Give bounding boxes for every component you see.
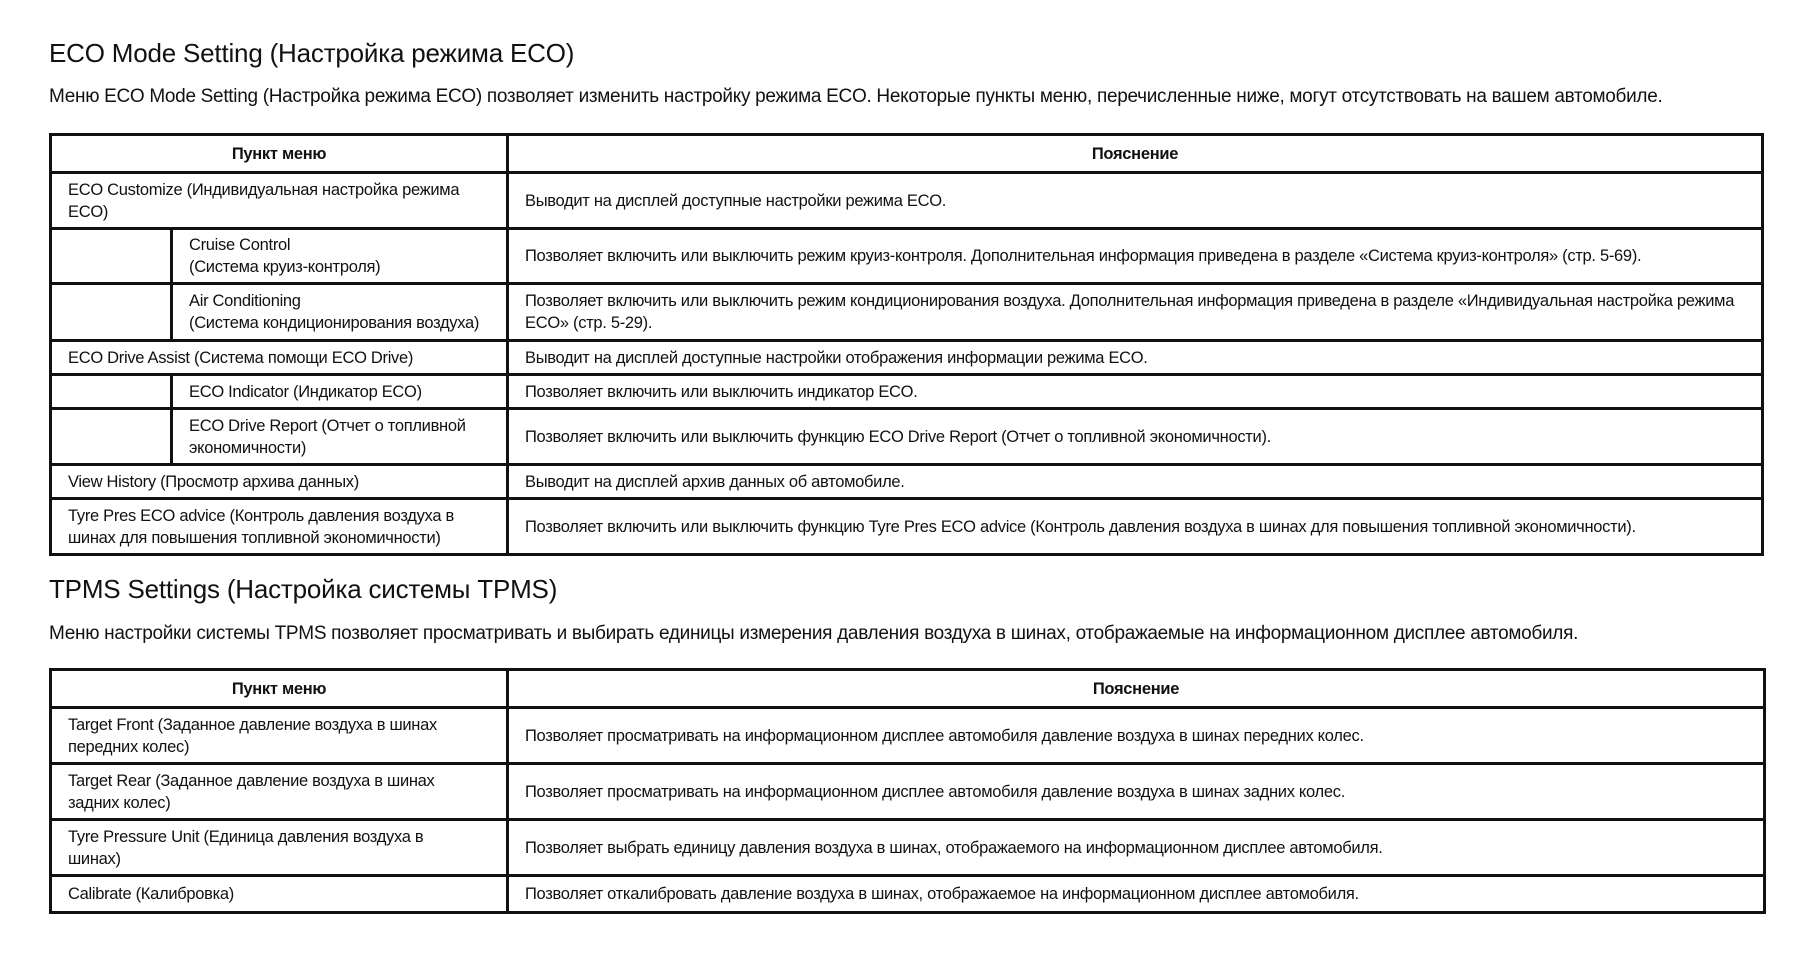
menu-item-description: Позволяет выбрать единицу давления воздуха в шинах, отображаемого на информационном дисплее автомобиля. bbox=[508, 820, 1765, 876]
menu-item-description: Позволяет включить или выключить индикатор ECO. bbox=[508, 375, 1763, 409]
menu-item-target-rear: Target Rear (Заданное давление воздуха в шинах задних колес) bbox=[51, 764, 508, 820]
indent-cell bbox=[51, 229, 172, 284]
menu-item-description: Выводит на дисплей доступные настройки отображения информации режима ECO. bbox=[508, 341, 1763, 375]
menu-item-description: Позволяет просматривать на информационном дисплее автомобиля давление воздуха в шинах задних колес. bbox=[508, 764, 1765, 820]
menu-item-description: Позволяет включить или выключить режим кондиционирования воздуха. Дополнительная информация приведена в разделе «Индивидуальная настройка режима ECO» (стр. 5-29). bbox=[508, 284, 1763, 341]
table-row bbox=[51, 409, 1763, 465]
menu-item-description: Позволяет включить или выключить режим круиз-контроля. Дополнительная информация приведена в разделе «Система круиз-контроля» (стр. 5-69). bbox=[508, 229, 1763, 284]
table-row bbox=[51, 173, 1763, 229]
item-translation: (Система кондиционирования воздуха) bbox=[189, 314, 480, 332]
menu-item-tyre-pres-eco-advice: Tyre Pres ECO advice (Контроль давления воздуха в шинах для повышения топливной экономичности) bbox=[51, 499, 508, 555]
menu-item-description: Позволяет откалибровать давление воздуха в шинах, отображаемое на информационном дисплее автомобиля. bbox=[508, 876, 1765, 913]
menu-item-description: Позволяет включить или выключить функцию Tyre Pres ECO advice (Контроль давления воздуха в шинах для повышения топливной экономичности). bbox=[508, 499, 1763, 555]
table-row bbox=[51, 876, 1765, 913]
table-row bbox=[51, 708, 1765, 764]
menu-item-target-front: Target Front (Заданное давление воздуха в шинах передних колес) bbox=[51, 708, 508, 764]
table-row bbox=[51, 820, 1765, 876]
table-row bbox=[51, 499, 1763, 555]
menu-item-air-conditioning bbox=[172, 284, 508, 341]
header-menu-item: Пункт меню bbox=[51, 135, 508, 173]
menu-item-tyre-pressure-unit: Tyre Pressure Unit (Единица давления воздуха в шинах) bbox=[51, 820, 508, 876]
eco-menu-table bbox=[49, 133, 1764, 556]
tpms-section-title: TPMS Settings (Настройка системы TPMS) bbox=[49, 574, 558, 604]
menu-item-eco-drive-assist: ECO Drive Assist (Система помощи ECO Drive) bbox=[51, 341, 508, 375]
menu-item-description: Позволяет включить или выключить функцию ECO Drive Report (Отчет о топливной экономичности). bbox=[508, 409, 1763, 465]
header-explanation: Пояснение bbox=[508, 670, 1765, 708]
menu-item-description: Позволяет просматривать на информационном дисплее автомобиля давление воздуха в шинах передних колес. bbox=[508, 708, 1765, 764]
item-name: Air Conditioning bbox=[189, 292, 301, 310]
eco-section-intro: Меню ECO Mode Setting (Настройка режима ECO) позволяет изменить настройку режима ECO. Некоторые пункты меню, перечисленные ниже, могут отсутствовать на вашем автомобиле. bbox=[49, 86, 1663, 107]
menu-item-eco-customize: ECO Customize (Индивидуальная настройка режима ECO) bbox=[51, 173, 508, 229]
indent-cell bbox=[51, 284, 172, 341]
table-row bbox=[51, 375, 1763, 409]
menu-item-cruise-control bbox=[172, 229, 508, 284]
tpms-menu-table bbox=[49, 668, 1766, 914]
item-translation: (Система круиз-контроля) bbox=[189, 258, 381, 276]
eco-section-title: ECO Mode Setting (Настройка режима ECO) bbox=[49, 38, 575, 68]
menu-item-description: Выводит на дисплей архив данных об автомобиле. bbox=[508, 465, 1763, 499]
indent-cell bbox=[51, 375, 172, 409]
table-row bbox=[51, 341, 1763, 375]
item-name: Cruise Control bbox=[189, 236, 291, 254]
table-header-row bbox=[51, 135, 1763, 173]
header-explanation: Пояснение bbox=[508, 135, 1763, 173]
table-row bbox=[51, 764, 1765, 820]
table-row bbox=[51, 465, 1763, 499]
header-menu-item: Пункт меню bbox=[51, 670, 508, 708]
menu-item-eco-indicator: ECO Indicator (Индикатор ECO) bbox=[172, 375, 508, 409]
table-row bbox=[51, 284, 1763, 341]
indent-cell bbox=[51, 409, 172, 465]
menu-item-view-history: View History (Просмотр архива данных) bbox=[51, 465, 508, 499]
table-header-row bbox=[51, 670, 1765, 708]
menu-item-eco-drive-report: ECO Drive Report (Отчет о топливной экономичности) bbox=[172, 409, 508, 465]
tpms-section-intro: Меню настройки системы TPMS позволяет просматривать и выбирать единицы измерения давления воздуха в шинах, отображаемые на информационном дисплее автомобиля. bbox=[49, 623, 1579, 644]
menu-item-description: Выводит на дисплей доступные настройки режима ECO. bbox=[508, 173, 1763, 229]
table-row bbox=[51, 229, 1763, 284]
menu-item-calibrate: Calibrate (Калибровка) bbox=[51, 876, 508, 913]
